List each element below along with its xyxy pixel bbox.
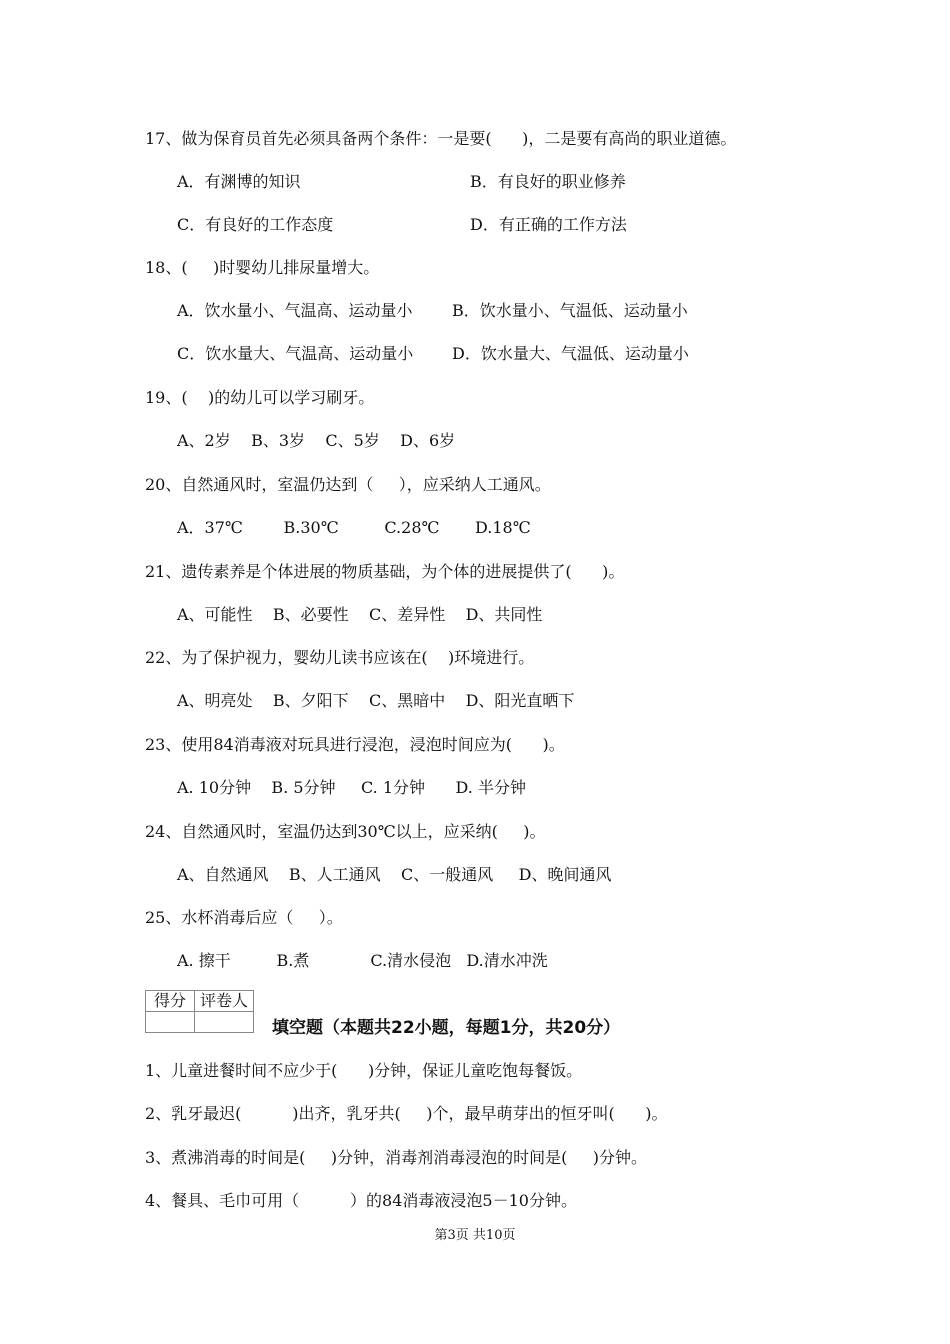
page-footer: 第3页 共10页: [434, 1228, 516, 1243]
answer-option: A．有渊博的知识: [177, 172, 301, 191]
answer-option: A、可能性 B、必要性 C、差异性 D、共同性: [177, 605, 543, 624]
fill-question-text: 4、餐具、毛巾可用（ ）的84消毒液浸泡5－10分钟。: [145, 1191, 577, 1210]
answer-option: B．有良好的职业修养: [470, 172, 626, 191]
answer-option: A．饮水量小、气温高、运动量小: [177, 301, 413, 320]
answer-option: A、自然通风 B、人工通风 C、一般通风 D、晚间通风: [177, 865, 612, 884]
fill-question-text: 1、儿童进餐时间不应少于( )分钟，保证儿童吃饱每餐饭。: [145, 1061, 583, 1080]
question-text: 20、自然通风时，室温仍达到（ ），应采纳人工通风。: [145, 475, 551, 494]
score-cell: [146, 1012, 195, 1033]
answer-option: D．有正确的工作方法: [470, 215, 627, 234]
score-table: [145, 990, 254, 1033]
answer-option: A. 擦干 B.煮 C.清水侵泡 D.清水冲洗: [177, 951, 548, 970]
fill-question-text: 3、煮沸消毒的时间是( )分钟，消毒剂消毒浸泡的时间是( )分钟。: [145, 1148, 648, 1167]
answer-option: A．37℃ B.30℃ C.28℃ D.18℃: [177, 518, 531, 537]
question-text: 19、( )的幼儿可以学习刷牙。: [145, 388, 375, 407]
question-text: 23、使用84消毒液对玩具进行浸泡，浸泡时间应为( )。: [145, 735, 565, 754]
section-title: 填空题（本题共22小题，每题1分，共20分）: [272, 1018, 621, 1038]
question-text: 18、( )时婴幼儿排尿量增大。: [145, 258, 380, 277]
answer-option: A、2岁 B、3岁 C、5岁 D、6岁: [177, 431, 456, 450]
grader-header: 评卷人: [195, 991, 254, 1012]
answer-option: A. 10分钟 B. 5分钟 C. 1分钟 D. 半分钟: [177, 778, 526, 797]
fill-question-text: 2、乳牙最迟( )出齐，乳牙共( )个，最早萌芽出的恒牙叫( )。: [145, 1104, 668, 1123]
question-text: 21、遗传素养是个体进展的物质基础，为个体的进展提供了( )。: [145, 562, 625, 581]
question-text: 25、水杯消毒后应（ ）。: [145, 908, 343, 927]
question-text: 24、自然通风时，室温仍达到30℃以上，应采纳( )。: [145, 822, 546, 841]
question-text: 17、做为保育员首先必须具备两个条件：一是要( )，二是要有高尚的职业道德。: [145, 129, 737, 148]
score-header: 得分: [146, 991, 195, 1012]
answer-option: C．饮水量大、气温高、运动量小: [177, 344, 414, 363]
answer-option: C．有良好的工作态度: [177, 215, 334, 234]
answer-option: D．饮水量大、气温低、运动量小: [452, 344, 689, 363]
question-text: 22、为了保护视力，婴幼儿读书应该在( )环境进行。: [145, 648, 535, 667]
grader-cell: [195, 1012, 254, 1033]
answer-option: B．饮水量小、气温低、运动量小: [452, 301, 688, 320]
answer-option: A、明亮处 B、夕阳下 C、黑暗中 D、阳光直晒下: [177, 691, 575, 710]
